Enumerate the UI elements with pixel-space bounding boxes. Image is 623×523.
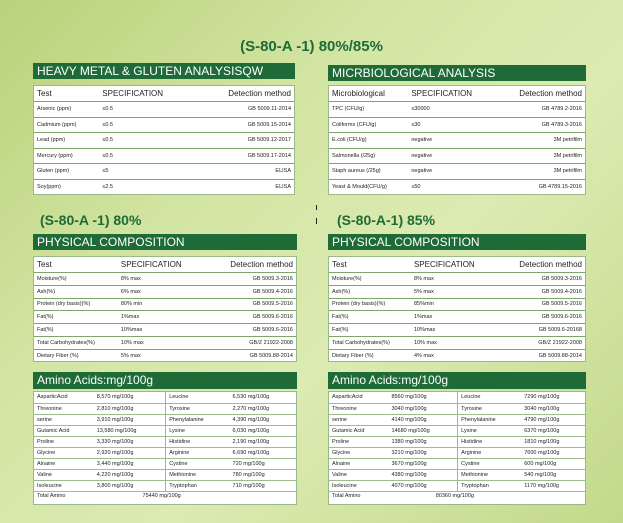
table-cell: Moisture(%) bbox=[329, 273, 411, 286]
table-cell: 6,690 mg/100g bbox=[230, 447, 296, 458]
header-cell: Detection method bbox=[519, 89, 582, 98]
table-cell: 5% max bbox=[118, 349, 206, 362]
table-cell: 6370 mg/100g bbox=[521, 425, 585, 436]
table-header bbox=[329, 86, 585, 102]
table-row bbox=[34, 298, 296, 311]
table-row bbox=[329, 425, 585, 436]
table-cell: GB/Z 21922-2008 bbox=[497, 336, 585, 349]
right-amino-title: Amino Acids:mg/100g bbox=[328, 372, 586, 389]
table-cell: serine bbox=[34, 414, 94, 425]
table-cell: 2,190 mg/100g bbox=[230, 436, 296, 447]
micro-title: MICRBIOLOGICAL ANALYSIS bbox=[328, 65, 586, 81]
table-cell: GB 4789.2-2016 bbox=[495, 102, 585, 118]
table-cell: Methionine bbox=[166, 469, 230, 480]
table-cell: Proline bbox=[329, 436, 388, 447]
table-cell: 10% max bbox=[411, 336, 497, 349]
table-row bbox=[329, 480, 585, 491]
header-cell: SPECIFICATION bbox=[102, 89, 164, 98]
table-cell: GB 5009.12-2017 bbox=[195, 133, 294, 149]
table-cell: 3,800 mg/100g bbox=[94, 480, 166, 491]
table-row bbox=[34, 458, 296, 469]
table-cell: 3,910 mg/100g bbox=[94, 414, 166, 425]
table-cell: ≤0.5 bbox=[99, 148, 195, 164]
table-cell: Lysine bbox=[458, 425, 522, 436]
table-cell: 10%max bbox=[118, 324, 206, 337]
header-cell: Microbiological bbox=[332, 89, 385, 98]
table-cell: GB 4789.15-2016 bbox=[495, 179, 585, 195]
table-cell: Dietary Fiber (%) bbox=[34, 349, 118, 362]
table-row bbox=[34, 436, 296, 447]
table-cell: Ash(%) bbox=[329, 285, 411, 298]
table-cell: Isoleucine bbox=[34, 480, 94, 491]
table-row bbox=[329, 403, 585, 414]
table-cell: GB 5009.5-2016 bbox=[206, 298, 296, 311]
header-cell: SPECIFICATION bbox=[120, 260, 182, 269]
table-cell: serine bbox=[329, 414, 388, 425]
table-cell: 3,440 mg/100g bbox=[94, 458, 166, 469]
table-row bbox=[329, 273, 585, 286]
table-row bbox=[34, 285, 296, 298]
table-cell: Total Carbohydrates(%) bbox=[329, 336, 411, 349]
table-cell: Dietary Fiber (%) bbox=[329, 349, 411, 362]
table-cell: ≤0.5 bbox=[99, 133, 195, 149]
table-row bbox=[329, 164, 585, 180]
table-row bbox=[329, 414, 585, 425]
table-cell: 3,330 mg/100g bbox=[94, 436, 166, 447]
table-cell: 3040 mg/100g bbox=[521, 403, 585, 414]
table-cell: Leucine bbox=[458, 392, 522, 403]
table-cell: 1170 mg/100g bbox=[521, 480, 585, 491]
table-cell: Alnaine bbox=[34, 458, 94, 469]
total-row bbox=[34, 491, 296, 501]
left-title: (S-80-A -1) 80% bbox=[40, 212, 142, 228]
table-cell: TPC (CFU/g) bbox=[329, 102, 408, 118]
table-cell: 6,030 mg/100g bbox=[230, 425, 296, 436]
right-phys-table bbox=[328, 256, 586, 362]
table-cell: 4070 mg/100g bbox=[388, 480, 457, 491]
table-cell: 6,530 mg/100g bbox=[232, 394, 270, 401]
table-cell: Alnaine bbox=[329, 458, 388, 469]
table-cell: 4,220 mg/100g bbox=[94, 469, 166, 480]
table-row bbox=[329, 436, 585, 447]
total-label: Total Amino bbox=[329, 491, 388, 501]
table-cell: GB 5009.6-2016 bbox=[497, 311, 585, 324]
table-cell: Arsenic (ppm) bbox=[34, 102, 99, 118]
total-label: Total Amino bbox=[34, 491, 94, 501]
table-cell: GB 5009.6-20168 bbox=[497, 324, 585, 337]
table-cell: ≤0.5 bbox=[99, 117, 195, 133]
table-row bbox=[34, 425, 296, 436]
table-cell: ≤30000 bbox=[408, 102, 495, 118]
table-cell: GB 5009.6-2016 bbox=[206, 324, 296, 337]
table-cell: 8,570 mg/100g bbox=[96, 394, 134, 401]
table-cell: Protein (dry basis)(%) bbox=[34, 298, 118, 311]
table-cell: Yeast & Mould(CFU/g) bbox=[329, 179, 408, 195]
table-cell: ≤50 bbox=[408, 179, 495, 195]
total-value: 75440 mg/100g bbox=[94, 491, 230, 501]
table-row bbox=[34, 392, 296, 403]
right-amino-table bbox=[328, 391, 586, 505]
table-row bbox=[329, 117, 585, 133]
total-row bbox=[329, 491, 585, 501]
heavy-metal-title: HEAVY METAL & GLUTEN ANALYSISQW bbox=[33, 63, 295, 79]
table-row bbox=[329, 102, 585, 118]
table-cell: Lead (ppm) bbox=[34, 133, 99, 149]
table-cell: GB 5009.11-2014 bbox=[195, 102, 294, 118]
table-cell: Phenylalanine bbox=[166, 414, 230, 425]
table-row bbox=[34, 349, 296, 362]
micro-table bbox=[328, 85, 586, 195]
table-cell: Fat(%) bbox=[34, 324, 118, 337]
table-row bbox=[34, 117, 294, 133]
table-cell: 1%max bbox=[411, 311, 497, 324]
table-row bbox=[329, 324, 585, 337]
header-cell: SPECIFICATION bbox=[413, 260, 475, 269]
table-cell: 4% max bbox=[411, 349, 497, 362]
table-cell: 4,390 mg/100g bbox=[230, 414, 296, 425]
table-cell: 1380 mg/100g bbox=[388, 436, 457, 447]
table-header bbox=[34, 86, 294, 102]
table-cell: GB 5009.5-2016 bbox=[497, 298, 585, 311]
table-cell: 13,580 mg/100g bbox=[94, 425, 166, 436]
table-row bbox=[329, 285, 585, 298]
left-amino-title: Amino Acids:mg/100g bbox=[33, 372, 297, 389]
table-cell: Histidine bbox=[166, 436, 230, 447]
table-cell: 5% max bbox=[411, 285, 497, 298]
table-cell: Leucine bbox=[166, 392, 230, 403]
table-cell: Glycine bbox=[329, 447, 388, 458]
table-cell: Soy(ppm) bbox=[34, 179, 99, 195]
header-cell: Test bbox=[37, 89, 52, 98]
table-cell: Tyrosine bbox=[458, 403, 522, 414]
table-cell: 10% max bbox=[118, 336, 206, 349]
table-row bbox=[329, 179, 585, 195]
table-cell: Salmonella (/25g) bbox=[329, 148, 408, 164]
table-cell: 7290 mg/100g bbox=[524, 394, 560, 401]
table-cell: Protein (dry basis)(%) bbox=[329, 298, 411, 311]
left-phys-table bbox=[33, 256, 297, 362]
table-row bbox=[34, 311, 296, 324]
header-cell: Detection method bbox=[228, 89, 291, 98]
table-cell: Moisture(%) bbox=[34, 273, 118, 286]
table-cell: 8% max bbox=[411, 273, 497, 286]
table-row bbox=[34, 403, 296, 414]
table-cell: 8% max bbox=[118, 273, 206, 286]
main-title: (S-80-A -1) 80%/85% bbox=[240, 38, 383, 55]
table-cell: 1%max bbox=[118, 311, 206, 324]
table-cell: Gluten (ppm) bbox=[34, 164, 99, 180]
table-cell: 2,920 mg/100g bbox=[94, 447, 166, 458]
table-cell: Proline bbox=[34, 436, 94, 447]
table-cell: Glycine bbox=[34, 447, 94, 458]
table-cell: GB 5009.6-2016 bbox=[206, 311, 296, 324]
table-cell: Gutamic Acid bbox=[34, 425, 94, 436]
table-row bbox=[34, 414, 296, 425]
table-cell: Arginine bbox=[166, 447, 230, 458]
total-empty bbox=[521, 491, 585, 501]
table-cell: ≤2.5 bbox=[99, 179, 195, 195]
table-cell: Tryptophan bbox=[458, 480, 522, 491]
table-cell: Threonine bbox=[34, 403, 94, 414]
table-row bbox=[34, 324, 296, 337]
table-cell: AsparticAcid bbox=[37, 394, 68, 401]
table-cell: 2,810 mg/100g bbox=[94, 403, 166, 414]
table-cell: 3M petrifilm bbox=[495, 133, 585, 149]
total-value: 80360 mg/100g bbox=[388, 491, 521, 501]
header-cell: SPECIFICATION bbox=[411, 89, 473, 98]
table-cell: Arginine bbox=[458, 447, 522, 458]
table-cell: ELISA bbox=[195, 164, 294, 180]
table-header bbox=[34, 257, 296, 273]
table-cell: GB 5009.17-2014 bbox=[195, 148, 294, 164]
table-cell: GB/Z 21922-2008 bbox=[206, 336, 296, 349]
table-cell: GB 5009.3-2016 bbox=[497, 273, 585, 286]
table-row bbox=[34, 179, 294, 195]
table-cell: Fat(%) bbox=[329, 324, 411, 337]
table-cell: 4790 mg/100g bbox=[521, 414, 585, 425]
table-cell: Staph aureus (/25g) bbox=[329, 164, 408, 180]
header-cell: Test bbox=[332, 260, 347, 269]
header-cell: Detection method bbox=[230, 260, 293, 269]
table-cell: 3M petrifilm bbox=[495, 164, 585, 180]
table-row bbox=[34, 133, 294, 149]
table-row bbox=[329, 447, 585, 458]
table-row bbox=[34, 148, 294, 164]
table-cell: 85%min bbox=[411, 298, 497, 311]
table-cell: negative bbox=[408, 148, 495, 164]
table-cell: 710 mg/100g bbox=[230, 480, 296, 491]
total-empty bbox=[230, 491, 296, 501]
table-cell: negative bbox=[408, 133, 495, 149]
table-cell: Isoleucine bbox=[329, 480, 388, 491]
table-cell: Fat(%) bbox=[34, 311, 118, 324]
table-cell: ≤5 bbox=[99, 164, 195, 180]
table-cell: Methionine bbox=[458, 469, 522, 480]
table-row bbox=[34, 273, 296, 286]
table-cell: 600 mg/100g bbox=[521, 458, 585, 469]
table-row bbox=[34, 336, 296, 349]
table-cell: Tyrosine bbox=[166, 403, 230, 414]
table-row bbox=[34, 480, 296, 491]
table-cell: 3210 mg/100g bbox=[388, 447, 457, 458]
table-cell: Valine bbox=[34, 469, 94, 480]
table-cell: Mercury (ppm) bbox=[34, 148, 99, 164]
table-cell: ELISA bbox=[195, 179, 294, 195]
table-row bbox=[329, 349, 585, 362]
table-cell: Fat(%) bbox=[329, 311, 411, 324]
table-row bbox=[34, 469, 296, 480]
table-cell: E.coli (CFU/g) bbox=[329, 133, 408, 149]
header-cell: Test bbox=[37, 260, 52, 269]
table-cell: 80% min bbox=[118, 298, 206, 311]
table-cell: GB 5009.88-2014 bbox=[497, 349, 585, 362]
table-row bbox=[34, 164, 294, 180]
table-cell: negative bbox=[408, 164, 495, 180]
table-row bbox=[34, 102, 294, 118]
table-cell: 14680 mg/100g bbox=[388, 425, 457, 436]
table-cell: 4140 mg/100g bbox=[388, 414, 457, 425]
table-cell: GB 5009.15-2014 bbox=[195, 117, 294, 133]
table-row bbox=[329, 392, 585, 403]
table-cell: GB 5009.3-2016 bbox=[206, 273, 296, 286]
table-cell: 10%max bbox=[411, 324, 497, 337]
left-amino-table bbox=[33, 391, 297, 505]
table-cell: 3040 mg/100g bbox=[388, 403, 457, 414]
table-row bbox=[329, 133, 585, 149]
table-cell: GB 4789.3-2016 bbox=[495, 117, 585, 133]
table-cell: Coliforms (CFU/g) bbox=[329, 117, 408, 133]
table-cell: ≤30 bbox=[408, 117, 495, 133]
table-cell: Tryptophan bbox=[166, 480, 230, 491]
table-cell: 540 mg/100g bbox=[521, 469, 585, 480]
table-row bbox=[329, 458, 585, 469]
heavy-metal-table bbox=[33, 85, 295, 195]
table-cell: Cystine bbox=[458, 458, 522, 469]
table-cell: Cadmium (ppm) bbox=[34, 117, 99, 133]
table-cell: ≤0.5 bbox=[99, 102, 195, 118]
right-phys-title: PHYSICAL COMPOSITION bbox=[328, 234, 586, 250]
table-cell: 8560 mg/100g bbox=[391, 394, 427, 401]
table-cell: Cystine bbox=[166, 458, 230, 469]
table-cell: 4380 mg/100g bbox=[388, 469, 457, 480]
table-cell: Gutamic Acid bbox=[329, 425, 388, 436]
table-cell: 780 mg/100g bbox=[230, 469, 296, 480]
table-cell: Phenylalanine bbox=[458, 414, 522, 425]
table-row bbox=[34, 447, 296, 458]
table-cell: 1810 mg/100g bbox=[521, 436, 585, 447]
table-cell: 3M petrifilm bbox=[495, 148, 585, 164]
table-row bbox=[329, 469, 585, 480]
table-cell: Histidine bbox=[458, 436, 522, 447]
right-title: (S-80-A-1) 85% bbox=[337, 212, 436, 228]
table-cell: AsparticAcid bbox=[332, 394, 363, 401]
table-row bbox=[329, 336, 585, 349]
table-cell: 3670 mg/100g bbox=[388, 458, 457, 469]
table-cell: 2,270 mg/100g bbox=[230, 403, 296, 414]
table-cell: GB 5009.4-2016 bbox=[206, 285, 296, 298]
table-cell: 6% max bbox=[118, 285, 206, 298]
left-phys-title: PHYSICAL COMPOSITION bbox=[33, 234, 297, 250]
table-cell: Lysine bbox=[166, 425, 230, 436]
table-cell: GB 5009.4-2016 bbox=[497, 285, 585, 298]
table-cell: GB 5009.88-2014 bbox=[206, 349, 296, 362]
table-cell: 720 mg/100g bbox=[230, 458, 296, 469]
table-cell: Ash(%) bbox=[34, 285, 118, 298]
table-cell: 7600 mg/100g bbox=[521, 447, 585, 458]
table-header bbox=[329, 257, 585, 273]
table-cell: Total Carbohydrates(%) bbox=[34, 336, 118, 349]
table-row bbox=[329, 311, 585, 324]
table-row bbox=[329, 298, 585, 311]
table-cell: Valine bbox=[329, 469, 388, 480]
header-cell: Detection method bbox=[519, 260, 582, 269]
table-row bbox=[329, 148, 585, 164]
table-cell: Threonine bbox=[329, 403, 388, 414]
